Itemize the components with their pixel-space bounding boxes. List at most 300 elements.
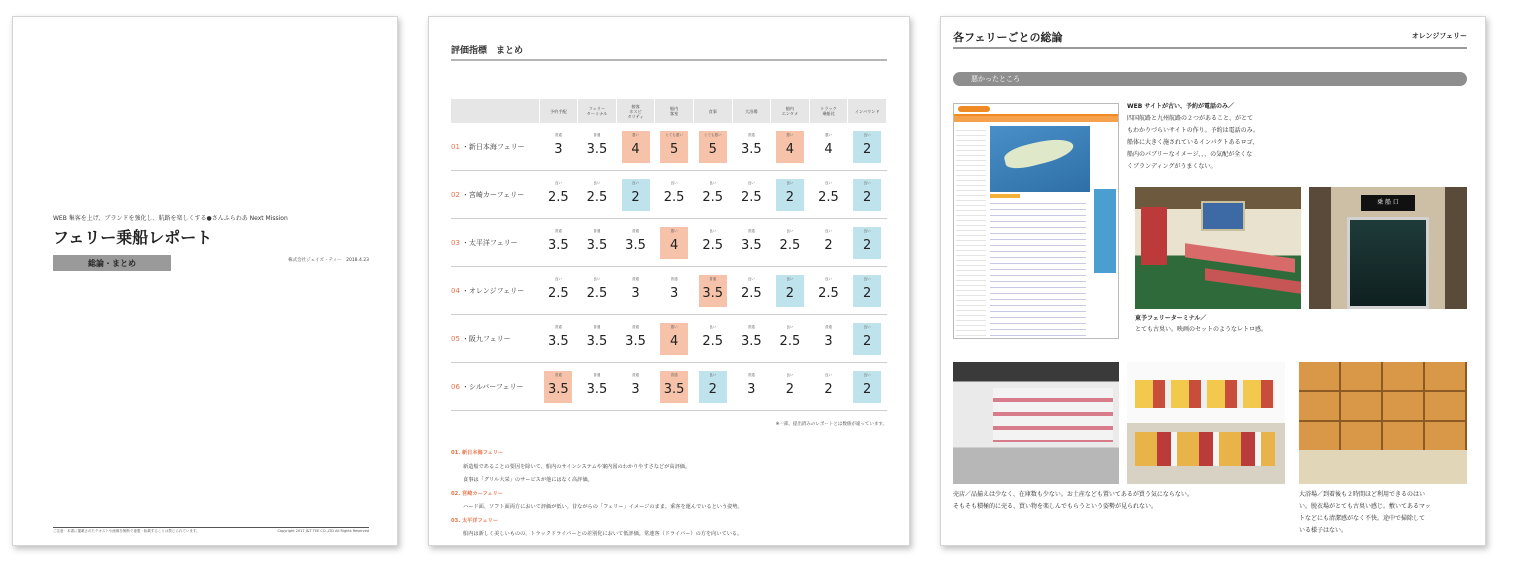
score-box <box>583 371 611 403</box>
score-cell <box>539 171 578 219</box>
score-value: 2.5 <box>702 333 724 349</box>
score-box <box>544 227 572 259</box>
score-label: 良い <box>709 180 717 185</box>
comment-line: そもそも積極的に売る、買い物を楽しんでもらうという姿勢が見られない。 <box>953 503 1158 510</box>
score-label: 良い <box>554 276 562 281</box>
bath-comment <box>1299 489 1471 537</box>
score-cell <box>616 363 655 411</box>
score-label: 良い <box>863 228 871 233</box>
score-cell <box>771 171 810 219</box>
score-label: 良い <box>824 228 832 233</box>
ferry-name-cell <box>451 171 539 219</box>
score-cell <box>809 171 848 219</box>
score-box <box>583 179 611 211</box>
ferry-name: ・阪九フェリー <box>461 334 511 343</box>
ferry-name-cell <box>451 219 539 267</box>
ferry-name-cell <box>451 123 539 171</box>
score-cell <box>539 315 578 363</box>
score-cell <box>809 315 848 363</box>
score-cell <box>732 315 771 363</box>
score-value: 4 <box>785 141 795 157</box>
score-label: 悪い <box>824 132 832 137</box>
score-value: 3.5 <box>586 333 608 349</box>
score-label: 普通 <box>747 228 755 233</box>
score-label: 悪い <box>632 132 640 137</box>
score-box <box>583 131 611 163</box>
score-box <box>622 131 650 163</box>
score-cell <box>616 219 655 267</box>
cover-title: フェリー乗船レポート <box>53 228 213 247</box>
site-sidebar <box>956 126 986 336</box>
score-label: 普通 <box>824 324 832 329</box>
score-label: 普通 <box>670 276 678 281</box>
ferry-name: ・新日本海フェリー <box>461 142 525 151</box>
score-box <box>583 275 611 307</box>
score-cell <box>848 219 887 267</box>
score-box <box>660 227 688 259</box>
score-label: 良い <box>786 180 794 185</box>
website-screenshot <box>953 103 1119 339</box>
comment-line: いる様子はない。 <box>1299 527 1348 534</box>
score-cell <box>655 123 694 171</box>
score-cell <box>693 171 732 219</box>
score-label: 悪い <box>670 324 678 329</box>
floor-mat <box>1299 450 1467 484</box>
score-label: 良い <box>593 276 601 281</box>
comment-body: 船内は新しく美しいものの、トラックドライバーとの差別化において低評価。常連客（ドライバー）の方を向いている。 <box>463 531 743 537</box>
score-cell <box>578 123 617 171</box>
comment-line: 四国航路と九州航路の２つがあること、がとて <box>1127 115 1254 122</box>
score-label: 普通 <box>632 372 640 377</box>
score-value: 2 <box>824 237 833 253</box>
score-label: 良い <box>824 372 832 377</box>
score-label: 普通 <box>632 228 640 233</box>
score-label: 良い <box>786 324 794 329</box>
score-box <box>699 131 727 163</box>
score-value: 3.5 <box>586 141 608 157</box>
score-box <box>699 179 727 211</box>
comment-line: WEB サイトが古い、予約が電話のみ／ <box>1127 103 1234 110</box>
score-cell <box>771 123 810 171</box>
comment-body: 新造船であることの要因を除いて、船内のサインシステムや案内図のわかりやすさなどが高評価。 <box>463 463 691 470</box>
score-label: 普通 <box>747 372 755 377</box>
score-label: 良い <box>709 372 717 377</box>
column-header: 食事 <box>693 99 732 123</box>
score-value: 2.5 <box>663 189 685 205</box>
score-cell <box>771 267 810 315</box>
shop-comment <box>953 489 1293 513</box>
shop-photo-1 <box>953 362 1119 484</box>
score-cell <box>732 267 771 315</box>
score-value: 2.5 <box>702 189 724 205</box>
score-value: 4 <box>669 237 679 253</box>
score-cell <box>693 123 732 171</box>
score-value: 3 <box>669 285 679 301</box>
ferry-name-cell <box>451 315 539 363</box>
score-value: 4 <box>669 333 679 349</box>
score-box <box>622 371 650 403</box>
score-value: 3.5 <box>586 237 608 253</box>
score-box <box>583 227 611 259</box>
table-row <box>451 363 887 411</box>
score-box <box>737 275 765 307</box>
score-box <box>544 131 572 163</box>
score-label: 普通 <box>593 132 601 137</box>
score-box <box>737 323 765 355</box>
score-box <box>660 275 688 307</box>
score-box <box>544 323 572 355</box>
ferry-name: オレンジフェリー <box>1411 32 1467 40</box>
score-cell <box>809 267 848 315</box>
score-label: 良い <box>747 180 755 185</box>
table-row <box>451 315 887 363</box>
comment-line: 船内のパブリーなイメージ、、、の気配が全くな <box>1127 151 1253 158</box>
score-box <box>737 371 765 403</box>
column-header: 予約手配 <box>539 99 578 123</box>
site-ad-column <box>1094 126 1116 336</box>
score-cell <box>616 267 655 315</box>
score-value: 2.5 <box>586 189 608 205</box>
score-label: 良い <box>670 180 678 185</box>
score-value: 2 <box>863 189 872 205</box>
boarding-sign: 乗 船 口 <box>1361 195 1415 211</box>
score-label: 良い <box>863 324 871 329</box>
row-number: 02 <box>451 190 460 199</box>
score-box <box>776 275 804 307</box>
bath-locker-photo <box>1299 362 1467 484</box>
score-value: 3.5 <box>547 381 569 397</box>
score-cell <box>771 363 810 411</box>
page-title: 各フェリーごとの総論 <box>953 31 1063 44</box>
score-value: 3 <box>554 141 563 157</box>
score-box <box>853 131 881 163</box>
column-header: インバウンド <box>848 99 887 123</box>
score-cell <box>578 363 617 411</box>
footer-copyright: Copyright 2017 J&T TEE CO.,LTD All Rights Reserved <box>277 529 369 533</box>
comment-heading: 01. 新日本海フェリー <box>451 450 504 456</box>
score-value: 3.5 <box>702 285 724 301</box>
score-value: 3 <box>631 285 640 301</box>
score-label: 良い <box>747 276 755 281</box>
score-value: 3 <box>631 381 640 397</box>
score-box <box>660 371 688 403</box>
table-row <box>451 267 887 315</box>
orange-ferry-page <box>940 16 1486 546</box>
goods-row <box>1135 380 1275 408</box>
score-cell <box>693 315 732 363</box>
score-label: 良い <box>863 276 871 281</box>
comment-line: 大浴場／到着後も２時間ほど利用できるのはい <box>1299 491 1426 498</box>
ferry-name: ・オレンジフェリー <box>461 286 525 295</box>
score-cell <box>848 363 887 411</box>
score-value: 3.5 <box>740 237 762 253</box>
score-box <box>699 323 727 355</box>
column-header: フェリー ターミナル <box>578 99 617 123</box>
bench <box>1205 268 1301 293</box>
row-number: 06 <box>451 382 460 391</box>
score-value: 2 <box>708 381 717 397</box>
score-value: 2.5 <box>818 189 839 205</box>
score-value: 3.5 <box>547 333 569 349</box>
score-box <box>622 323 650 355</box>
score-label: 悪い <box>786 132 794 137</box>
score-value: 5 <box>669 141 679 157</box>
boarding-gate-photo <box>1309 187 1467 309</box>
score-box <box>814 371 842 403</box>
score-cell <box>693 363 732 411</box>
score-label: 普通 <box>632 324 640 329</box>
score-value: 3 <box>824 333 833 349</box>
score-box <box>699 371 727 403</box>
score-cell <box>655 219 694 267</box>
goods-row <box>1135 432 1275 466</box>
ferry-name: ・宮崎カーフェリー <box>461 190 525 199</box>
score-label: 普通 <box>709 276 717 281</box>
score-box <box>660 131 688 163</box>
evaluation-table <box>451 99 887 411</box>
table-row <box>451 171 887 219</box>
score-value: 3.5 <box>625 237 646 253</box>
lockers <box>1299 362 1467 450</box>
score-label: 良い <box>593 180 601 185</box>
score-box <box>660 323 688 355</box>
score-value: 2.5 <box>547 189 569 205</box>
score-label: 普通 <box>747 324 755 329</box>
comment-heading: 03. 太平洋フェリー <box>451 517 499 524</box>
score-label: 普通 <box>670 372 678 377</box>
score-box <box>776 323 804 355</box>
column-header: 接客 ホスピ タリティ <box>616 99 655 123</box>
score-box <box>776 227 804 259</box>
score-cell <box>732 123 771 171</box>
gate-door <box>1347 217 1429 309</box>
shop-shelf <box>993 388 1113 442</box>
score-value: 2.5 <box>702 237 724 253</box>
score-value: 5 <box>708 141 717 157</box>
score-value: 2.5 <box>740 285 762 301</box>
score-cell <box>848 123 887 171</box>
score-label: 普通 <box>554 372 562 377</box>
table-header-row <box>451 99 887 123</box>
score-cell <box>732 219 771 267</box>
score-box <box>814 323 842 355</box>
score-label: とても悪い <box>703 132 722 137</box>
cover-subtitle: WEB 集客を上げ、ブランドを強化し、航路を楽しくする●さんふらわあ Next Mission <box>53 215 288 222</box>
score-value: 3.5 <box>625 333 646 349</box>
score-box <box>853 323 881 355</box>
score-value: 3.5 <box>740 333 762 349</box>
score-cell <box>809 123 848 171</box>
score-cell <box>732 363 771 411</box>
score-cell <box>616 171 655 219</box>
table-row <box>451 219 887 267</box>
score-cell <box>848 171 887 219</box>
score-label: 良い <box>863 180 871 185</box>
terminal-comment <box>1135 313 1335 335</box>
score-box <box>544 371 572 403</box>
bench <box>1185 243 1295 272</box>
score-cell <box>539 219 578 267</box>
table-note: ※一部、提出済みのレポートとは数値が違っています。 <box>775 422 887 427</box>
score-label: 良い <box>709 228 717 233</box>
comment-line: 船体に大きく施されているインパクトあるロゴ、 <box>1127 139 1259 146</box>
score-value: 3 <box>747 381 756 397</box>
score-cell <box>809 219 848 267</box>
score-box <box>853 227 881 259</box>
column-header: 大浴場 <box>732 99 771 123</box>
score-value: 2.5 <box>779 237 801 253</box>
column-header: トラック 乗船比 <box>809 99 848 123</box>
score-box <box>737 227 765 259</box>
score-value: 4 <box>631 141 640 157</box>
score-value: 2 <box>824 381 833 397</box>
score-value: 2.5 <box>547 285 569 301</box>
score-cell <box>616 123 655 171</box>
score-label: 普通 <box>632 276 640 281</box>
score-cell <box>539 123 578 171</box>
score-label: 良い <box>863 372 871 377</box>
score-box <box>622 227 650 259</box>
score-value: 4 <box>824 141 833 157</box>
score-label: 悪い <box>670 228 678 233</box>
score-box <box>622 179 650 211</box>
section-band: 悪かったところ <box>953 72 1467 86</box>
score-label: 普通 <box>593 372 601 377</box>
website-comment <box>1127 101 1307 173</box>
score-label: 良い <box>824 180 832 185</box>
score-value: 2 <box>863 381 872 397</box>
score-value: 2 <box>785 285 795 301</box>
score-cell <box>848 315 887 363</box>
row-number: 04 <box>451 286 460 295</box>
score-value: 2.5 <box>818 285 839 301</box>
score-label: 良い <box>632 180 640 185</box>
score-value: 2.5 <box>779 333 801 349</box>
score-label: 良い <box>824 276 832 281</box>
score-box <box>583 323 611 355</box>
score-cell <box>655 363 694 411</box>
score-box <box>737 179 765 211</box>
score-value: 2 <box>631 189 640 205</box>
comment-line: くブランディングがうまくない。 <box>1127 163 1217 170</box>
row-number: 05 <box>451 334 460 343</box>
score-box <box>853 179 881 211</box>
score-value: 2.5 <box>740 189 762 205</box>
score-box <box>776 179 804 211</box>
score-label: 良い <box>786 228 794 233</box>
comment-line: い。脱衣場がとても古臭い感じ。敷いてあるマッ <box>1299 503 1431 510</box>
site-logo <box>958 106 990 112</box>
score-cell <box>655 267 694 315</box>
score-cell <box>732 171 771 219</box>
ferry-name-cell <box>451 267 539 315</box>
page-title: 評価指標 まとめ <box>451 46 524 56</box>
score-cell <box>616 315 655 363</box>
score-box <box>814 179 842 211</box>
ferry-name: ・太平洋フェリー <box>461 238 518 247</box>
score-value: 3.5 <box>740 141 762 157</box>
title-rule <box>953 47 1467 49</box>
score-box <box>699 275 727 307</box>
score-box <box>622 275 650 307</box>
score-cell <box>693 267 732 315</box>
row-number: 03 <box>451 238 460 247</box>
comment-heading: 02. 宮崎カーフェリー <box>451 490 503 497</box>
score-label: 良い <box>786 276 794 281</box>
score-cell <box>539 267 578 315</box>
cover-date: 株式会社ジェイズ・ティー 2018.4.23 <box>288 258 369 263</box>
ferry-name: ・シルバーフェリー <box>461 382 524 391</box>
score-box <box>853 275 881 307</box>
score-box <box>853 371 881 403</box>
score-cell <box>655 315 694 363</box>
table-row <box>451 123 887 171</box>
comment-line: 東予フェリーターミナル／ <box>1135 315 1207 322</box>
footer-rule <box>53 527 369 528</box>
table-body <box>451 123 887 411</box>
score-value: 3.5 <box>547 237 569 253</box>
score-value: 2 <box>785 381 795 397</box>
score-cell <box>809 363 848 411</box>
score-cell <box>655 171 694 219</box>
score-value: 2.5 <box>586 285 608 301</box>
score-label: 良い <box>863 132 871 137</box>
wall-poster <box>1201 201 1245 231</box>
score-cell <box>771 315 810 363</box>
score-cell <box>771 219 810 267</box>
score-value: 2 <box>863 237 872 253</box>
comment-line: もわかりづらいサイトの作り。予約は電話のみ。 <box>1127 127 1259 134</box>
score-value: 2 <box>863 333 872 349</box>
vending-machine <box>1141 207 1167 265</box>
score-label: 普通 <box>554 132 562 137</box>
score-box <box>544 275 572 307</box>
score-value: 3.5 <box>586 381 608 397</box>
score-label: 普通 <box>554 324 562 329</box>
score-value: 2 <box>863 285 872 301</box>
score-label: 良い <box>709 324 717 329</box>
evaluation-summary-page <box>428 16 910 546</box>
comment-line: とても古臭い。映画のセットのようなレトロ感。 <box>1135 326 1268 333</box>
shop-photo-2 <box>1127 362 1285 484</box>
score-box <box>660 179 688 211</box>
score-cell <box>848 267 887 315</box>
score-value: 2 <box>785 189 795 205</box>
score-label: 良い <box>786 372 794 377</box>
column-header: 船内 エンタメ <box>771 99 810 123</box>
score-label: 良い <box>554 180 562 185</box>
score-label: 普通 <box>554 228 562 233</box>
score-cell <box>578 219 617 267</box>
terminal-photo <box>1135 187 1301 309</box>
header-blank <box>451 99 539 123</box>
score-cell <box>578 315 617 363</box>
score-cell <box>578 171 617 219</box>
score-cell <box>578 267 617 315</box>
comment-body: 食事は「グリル大栄」のサービスが他にはなく高評価。 <box>463 477 593 483</box>
ferry-comments <box>451 447 891 542</box>
site-nav <box>954 116 1118 122</box>
score-box <box>814 131 842 163</box>
score-box <box>737 131 765 163</box>
row-number: 01 <box>451 142 460 151</box>
score-box <box>776 131 804 163</box>
cover-section-band: 総論・まとめ <box>53 255 171 271</box>
score-box <box>776 371 804 403</box>
ferry-name-cell <box>451 363 539 411</box>
score-label: 普通 <box>593 228 601 233</box>
comment-line: トなどにも清潔感がなく不快。途中で掃除して <box>1299 515 1426 522</box>
